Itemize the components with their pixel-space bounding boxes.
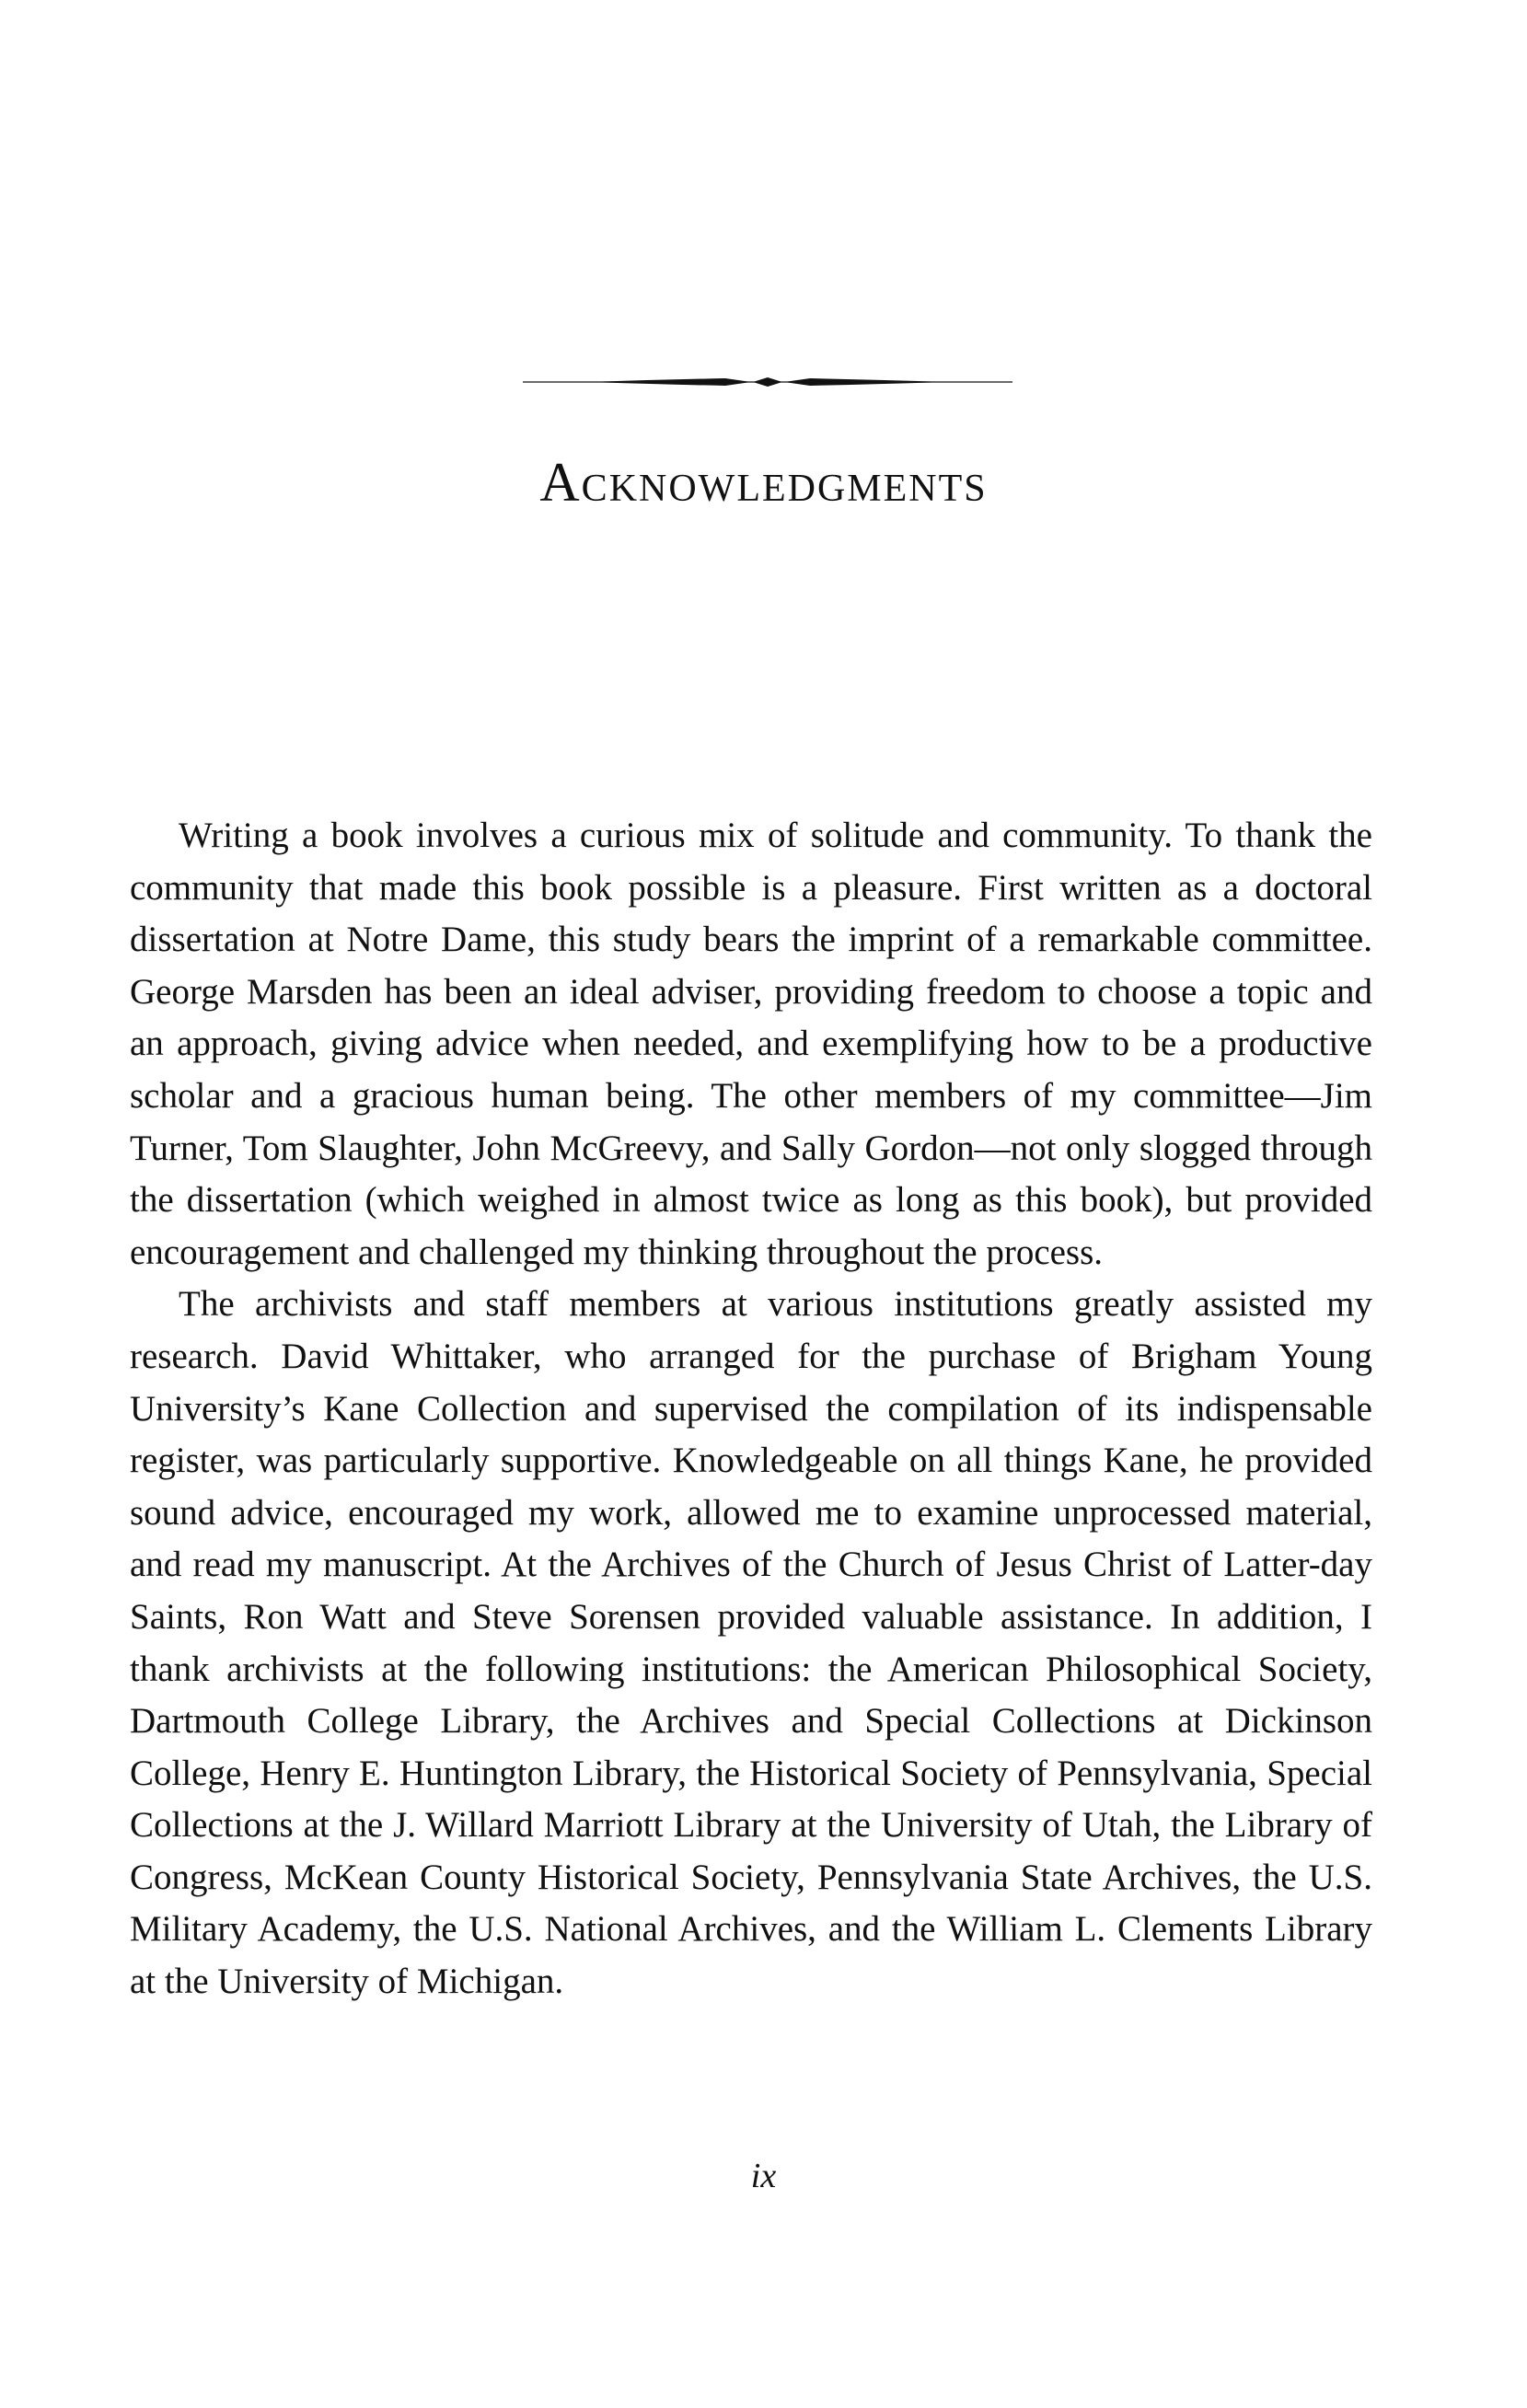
body-text: [130, 810, 1372, 2009]
paragraph: Writing a book involves a curious mix of solitude and community. To thank the community that made this book possible is a pleasure. First written as a doctoral dissertation at Notre Dame, this study bears the imprint of a remarkable committee. George Marsden has been an ideal adviser, providing freedom to choose a topic and an approach, giving advice when needed, and exemplifying how to be a productive scholar and a gracious human being. The other members of my committee—Jim Turner, Tom Slaughter, John McGreevy, and Sally Gordon—not only slogged through the dissertation (which weighed in almost twice as long as this book), but provided encouragement and challenged my thinking throughout the process.: [130, 816, 1372, 1272]
chapter-heading: Acknowledgments: [539, 452, 988, 513]
page-number: ix: [750, 2157, 777, 2195]
ornamental-rule: [523, 368, 1012, 396]
paragraph: The archivists and staff members at various institutions greatly assisted my research. David Whittaker, who arranged for the purchase of Brigham Young University’s Kane Collection and supervised the compilation of its indispensable register, was particularly supportive. Knowledgeable on all things Kane, he provided sound advice, encouraged my work, allowed me to examine unprocessed material, and read my manuscript. At the Archives of the Church of Jesus Christ of Latter-day Saints, Ron Watt and Steve Sorensen provided valuable assistance. In addition, I thank archivists at the following institutions: the American Philosophical Society, Dartmouth College Library, the Archives and Special Collections at Dickinson College, Henry E. Huntington Library, the Historical Society of Pennsylvania, Special Collections at the J. Willard Marriott Library at the University of Utah, the Library of Congress, McKean County Historical Society, Pennsylvania State Archives, the U.S. Military Academy, the U.S. National Archives, and the William L. Clements Library at the University of Michigan.: [130, 1284, 1372, 2002]
